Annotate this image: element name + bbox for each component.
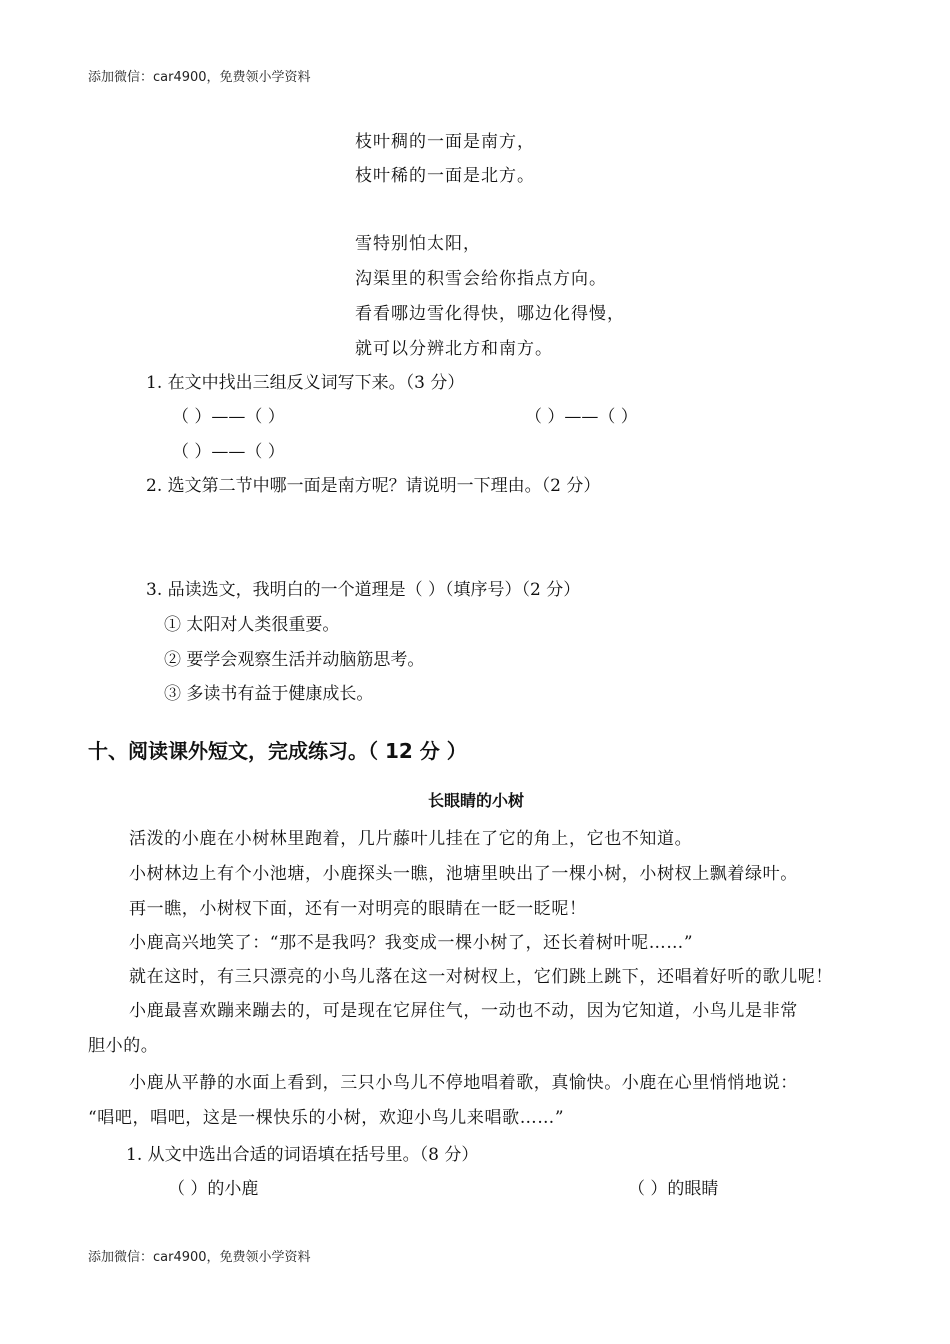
poem-line: 雪特别怕太阳，	[355, 234, 481, 254]
section-heading: 十、阅读课外短文，完成练习。（ 12 分 ）	[88, 739, 467, 763]
story-title: 长眼睛的小树	[428, 791, 525, 810]
answer-blank-pair[interactable]: （ ）——（ ）	[525, 407, 638, 427]
header-watermark: 添加微信：car4900，免费领小学资料	[88, 70, 311, 85]
question-3: 3. 品读选文，我明白的一个道理是（ ）（填序号）（2 分）	[146, 580, 581, 600]
story-paragraph: 就在这时，有三只漂亮的小鸟儿落在这一对树杈上，它们跳上跳下，还唱着好听的歌儿呢！	[129, 967, 833, 987]
fill-blank-eyes[interactable]: （ ）的眼睛	[628, 1179, 719, 1199]
option-1: ① 太阳对人类很重要。	[164, 615, 340, 635]
option-3: ③ 多读书有益于健康成长。	[164, 684, 374, 704]
question-fill: 1. 从文中选出合适的词语填在括号里。（8 分）	[126, 1145, 479, 1165]
question-2: 2. 选文第二节中哪一面是南方呢？请说明一下理由。（2 分）	[146, 476, 601, 496]
story-paragraph: 小鹿最喜欢蹦来蹦去的，可是现在它屏住气，一动也不动，因为它知道，小鸟儿是非常	[129, 1001, 798, 1021]
story-paragraph: 小树林边上有个小池塘，小鹿探头一瞧，池塘里映出了一棵小树，小树杈上飘着绿叶。	[129, 864, 798, 884]
poem-line: 看看哪边雪化得快，哪边化得慢，	[355, 304, 625, 324]
option-2: ② 要学会观察生活并动脑筋思考。	[164, 650, 425, 670]
answer-blank-pair[interactable]: （ ）——（ ）	[172, 407, 285, 427]
fill-blank-deer[interactable]: （ ）的小鹿	[168, 1179, 259, 1199]
question-1: 1. 在文中找出三组反义词写下来。（3 分）	[146, 373, 465, 393]
footer-watermark: 添加微信：car4900，免费领小学资料	[88, 1250, 311, 1265]
answer-blank-pair[interactable]: （ ）——（ ）	[172, 442, 285, 462]
story-paragraph: 胆小的。	[88, 1036, 159, 1056]
story-paragraph: 小鹿高兴地笑了：“那不是我吗？我变成一棵小树了，还长着树叶呢……”	[129, 933, 694, 953]
poem-line: 沟渠里的积雪会给你指点方向。	[355, 269, 607, 289]
poem-line: 就可以分辨北方和南方。	[355, 339, 553, 359]
story-paragraph: 再一瞧，小树杈下面，还有一对明亮的眼睛在一眨一眨呢！	[129, 899, 587, 919]
story-paragraph: 小鹿从平静的水面上看到，三只小鸟儿不停地唱着歌，真愉快。小鹿在心里悄悄地说：	[129, 1073, 798, 1093]
story-paragraph: “唱吧，唱吧，这是一棵快乐的小树，欢迎小鸟儿来唱歌……”	[88, 1108, 565, 1128]
story-paragraph: 活泼的小鹿在小树林里跑着，几片藤叶儿挂在了它的角上，它也不知道。	[129, 829, 693, 849]
poem-line: 枝叶稀的一面是北方。	[355, 166, 535, 186]
poem-line: 枝叶稠的一面是南方，	[355, 132, 535, 152]
